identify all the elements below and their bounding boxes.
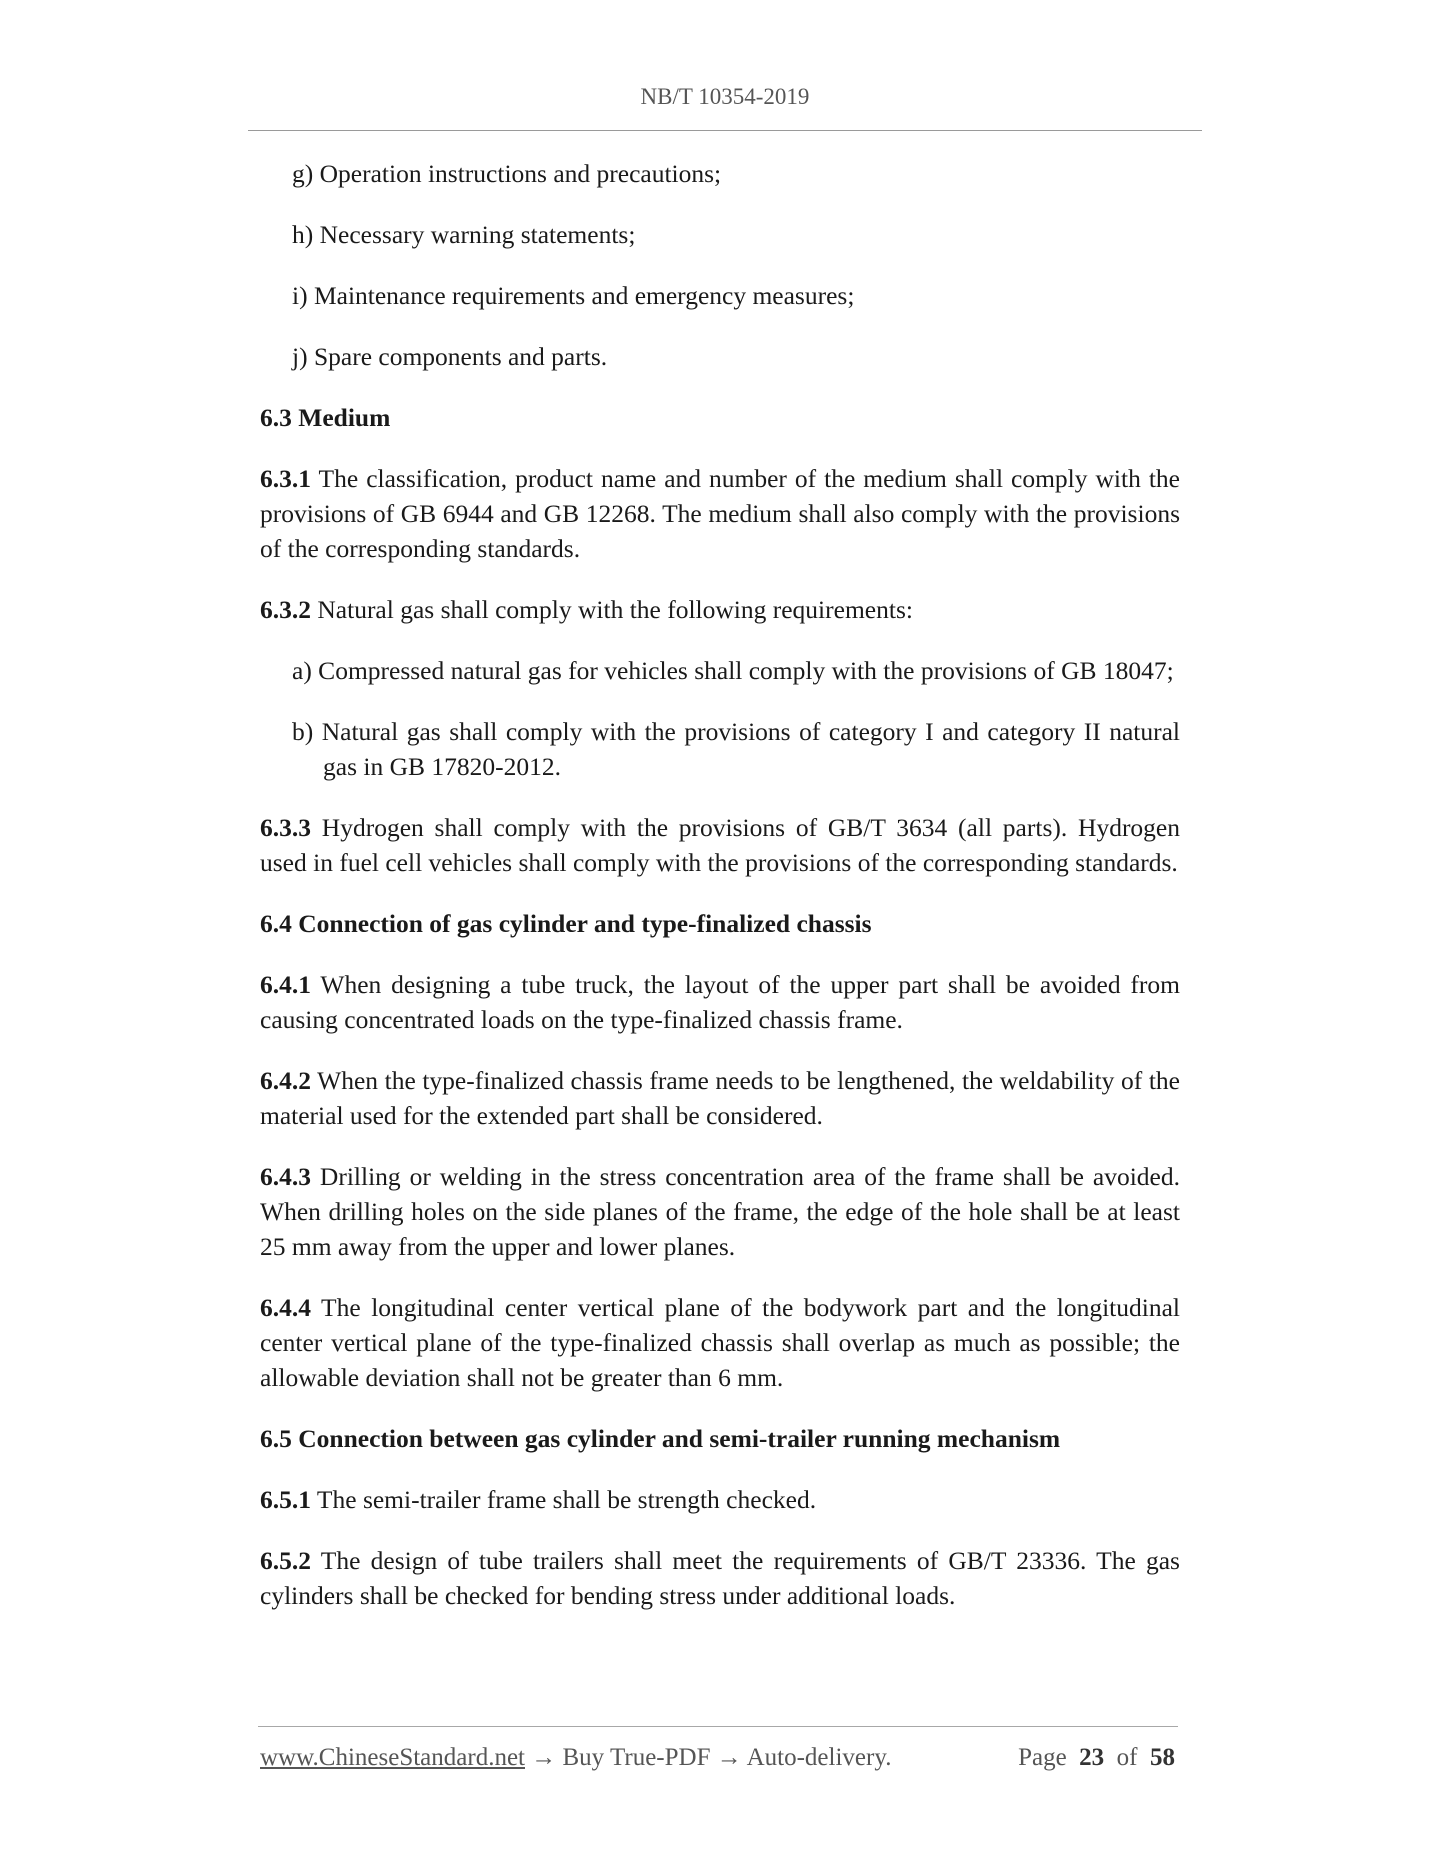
list-item-h: h) Necessary warning statements; xyxy=(292,220,636,249)
section-heading-6-3: 6.3 Medium xyxy=(260,403,391,432)
clause-6-3-3 xyxy=(260,810,1180,880)
clause-6-5-1 xyxy=(260,1482,1180,1517)
clause-text: Drilling or welding in the stress concentration area of the frame shall be avoided. When drilling holes on the side planes of the frame, the edge of the hole shall be at least 25 mm away from the upper and lower planes. xyxy=(260,1162,1181,1261)
clause-text: When designing a tube truck, the layout of the upper part shall be avoided from causing concentrated loads on the type-finalized chassis frame. xyxy=(260,970,1180,1034)
list-item-j: j) Spare components and parts. xyxy=(292,342,608,371)
page-indicator xyxy=(1018,1744,1175,1772)
clause-6-3-2 xyxy=(260,592,1180,627)
clause-number: 6.4.3 xyxy=(260,1162,311,1191)
clause-6-5-2 xyxy=(260,1543,1180,1613)
page-body xyxy=(260,156,1180,1639)
section-heading-6-5: 6.5 Connection between gas cylinder and semi-trailer running mechanism xyxy=(260,1424,1061,1453)
clause-text: Hydrogen shall comply with the provisions of GB/T 3634 (all parts). Hydrogen used in fuel cell vehicles shall comply with the provisions of the corresponding standards. xyxy=(260,813,1180,877)
page-total: 58 xyxy=(1150,1744,1175,1771)
clause-6-4-1 xyxy=(260,967,1180,1037)
footer-promo xyxy=(260,1744,891,1772)
document-number-header: NB/T 10354-2019 xyxy=(640,84,810,109)
clause-number: 6.3.1 xyxy=(260,464,311,493)
website-link[interactable]: www.ChineseStandard.net xyxy=(260,1744,525,1771)
clause-text: Natural gas shall comply with the following requirements: xyxy=(317,595,913,624)
of-label: of xyxy=(1116,1744,1138,1771)
page-footer xyxy=(260,1744,1175,1772)
clause-number: 6.3.3 xyxy=(260,813,311,842)
buy-pdf-text: Buy True-PDF xyxy=(562,1744,711,1771)
clause-text: The design of tube trailers shall meet the requirements of GB/T 23336. The gas cylinders shall be checked for bending stress under additional loads. xyxy=(260,1546,1180,1610)
header-divider xyxy=(248,130,1202,131)
clause-6-4-3 xyxy=(260,1159,1180,1264)
clause-text: The longitudinal center vertical plane of the bodywork part and the longitudinal center vertical plane of the type-finalized chassis shall overlap as much as possible; the allowable deviation shall not be greater than 6 mm. xyxy=(260,1293,1181,1392)
clause-number: 6.5.2 xyxy=(260,1546,311,1575)
auto-delivery-text: Auto-delivery. xyxy=(746,1744,892,1771)
clause-text: The classification, product name and number of the medium shall comply with the provisions of GB 6944 and GB 12268. The medium shall also comply with the provisions of the corresponding standards. xyxy=(260,464,1180,563)
list-item-b: b) Natural gas shall comply with the provisions of category I and category II natural gas in GB 17820-2012. xyxy=(292,717,1180,781)
list-item-i: i) Maintenance requirements and emergency measures; xyxy=(292,281,855,310)
arrow-right-icon: → xyxy=(531,1744,557,1771)
clause-number: 6.4.1 xyxy=(260,970,311,999)
list-item-a: a) Compressed natural gas for vehicles shall comply with the provisions of GB 18047; xyxy=(292,656,1174,685)
clause-6-4-4 xyxy=(260,1290,1180,1395)
clause-number: 6.5.1 xyxy=(260,1485,311,1514)
clause-text: The semi-trailer frame shall be strength checked. xyxy=(316,1485,817,1514)
clause-number: 6.4.4 xyxy=(260,1293,311,1322)
clause-number: 6.4.2 xyxy=(260,1066,311,1095)
page-label: Page xyxy=(1018,1744,1067,1771)
footer-divider xyxy=(258,1726,1178,1727)
clause-6-4-2 xyxy=(260,1063,1180,1133)
clause-number: 6.3.2 xyxy=(260,595,311,624)
page-current: 23 xyxy=(1079,1744,1105,1771)
clause-6-3-1 xyxy=(260,461,1180,566)
arrow-right-icon: → xyxy=(716,1744,742,1771)
clause-text: When the type-finalized chassis frame needs to be lengthened, the weldability of the material used for the extended part shall be considered. xyxy=(260,1066,1180,1130)
list-item-g: g) Operation instructions and precautions; xyxy=(292,159,722,188)
section-heading-6-4: 6.4 Connection of gas cylinder and type-finalized chassis xyxy=(260,909,872,938)
